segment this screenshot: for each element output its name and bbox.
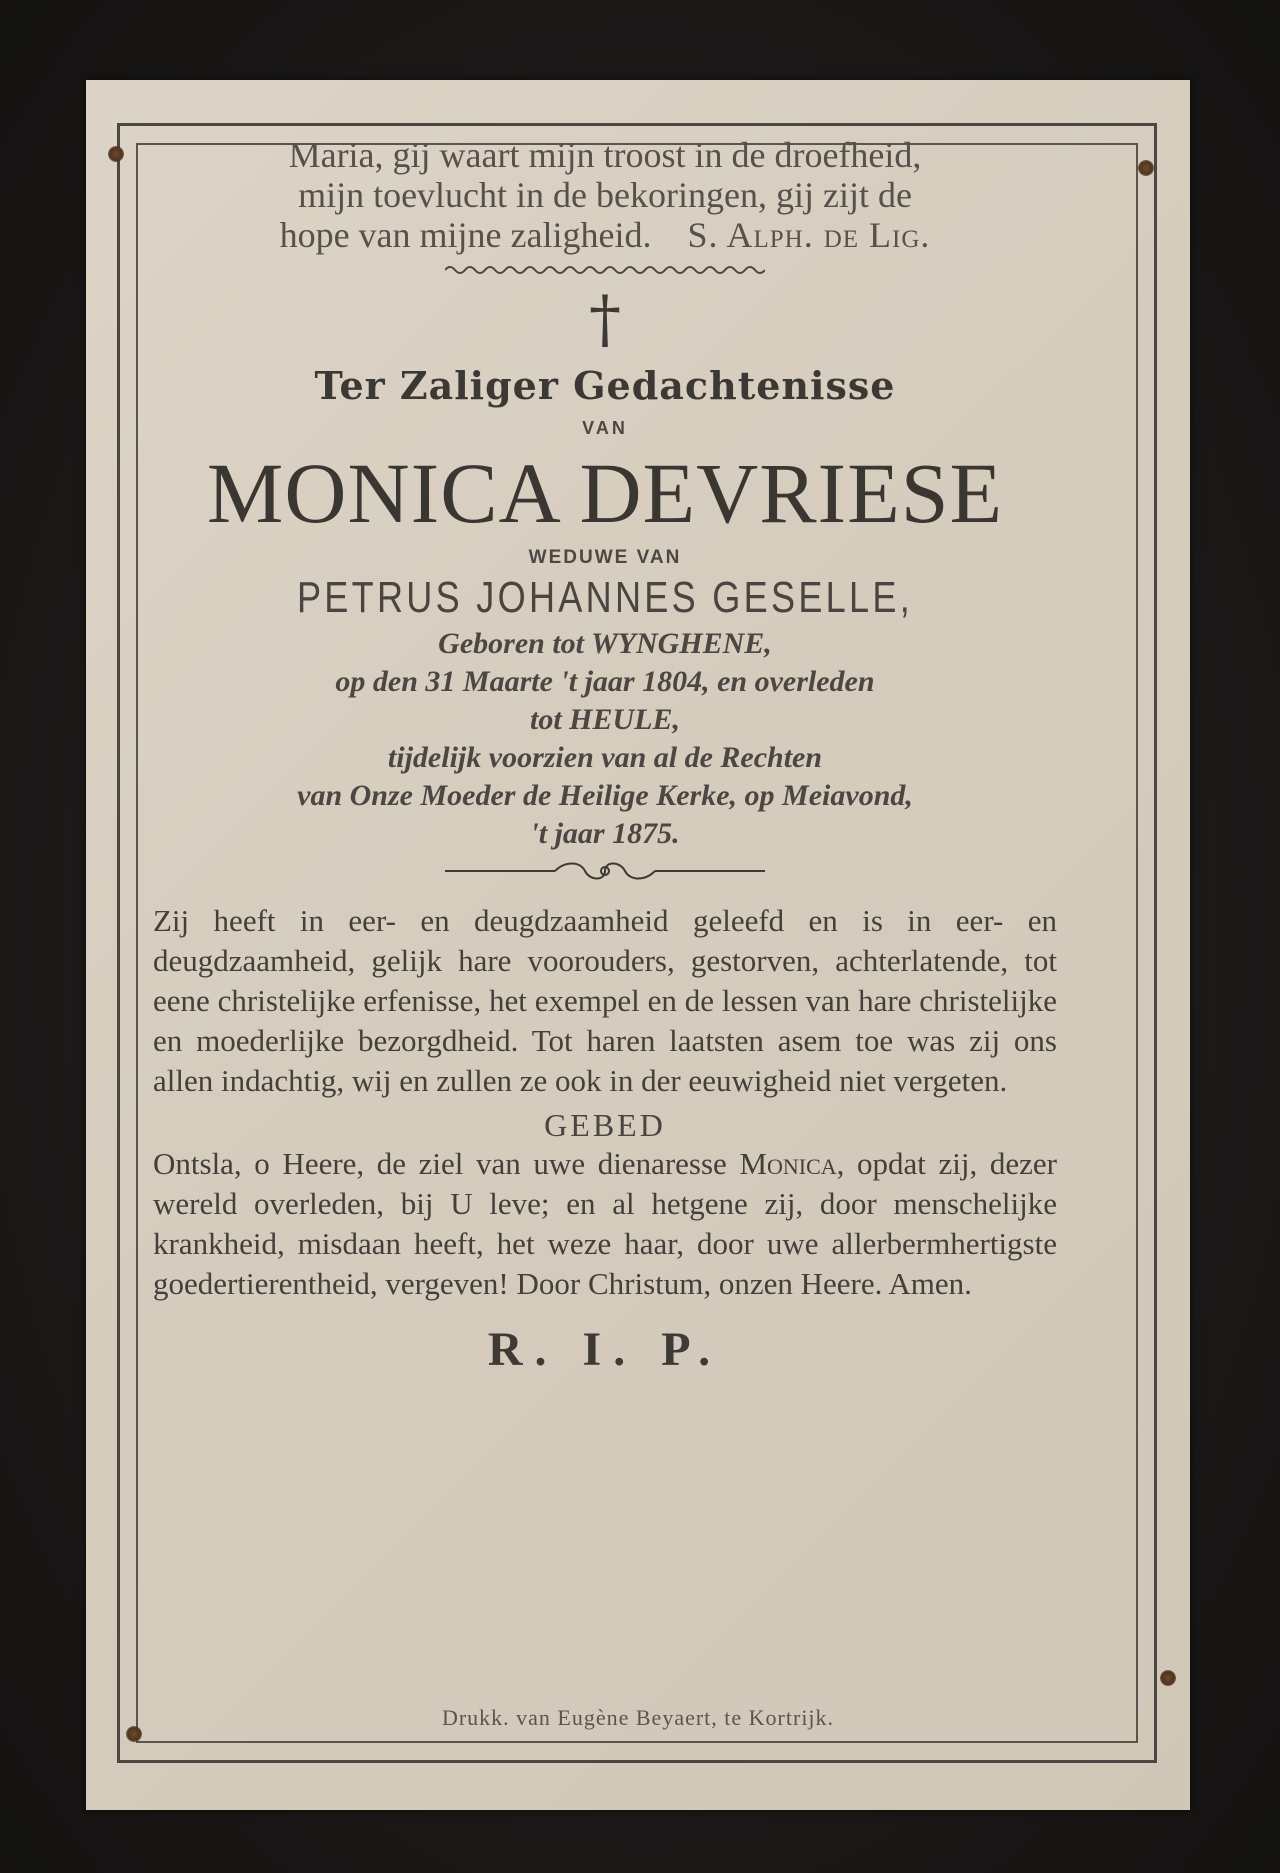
- card-content: [145, 135, 1065, 1377]
- wavy-rule-icon: [445, 263, 765, 277]
- ornamental-divider-icon: [445, 859, 765, 883]
- death-year-line: 't jaar 1875.: [530, 817, 680, 850]
- church-line: van Onze Moeder de Heilige Kerke, op Meiavond,: [297, 779, 913, 812]
- deceased-name: MONICA DEVRIESE: [206, 445, 1004, 541]
- pin-hole-top-left-icon: [108, 146, 124, 162]
- cross-icon: †: [589, 283, 621, 357]
- marian-quote: [145, 135, 1065, 255]
- husband-name: PETRUS JOHANNES GESELLE,: [296, 573, 914, 622]
- birth-date-line: op den 31 Maarte 't jaar 1804, en overleden: [335, 665, 875, 698]
- widow-label: WEDUWE VAN: [528, 547, 682, 568]
- quote-line-2: mijn toevlucht in de bekoringen, gij zijt de: [298, 175, 912, 215]
- sacraments-line: tijdelijk voorzien van al de Rechten: [387, 741, 823, 774]
- memorial-heading: Ter Zaliger Gedachtenisse: [314, 363, 896, 408]
- birth-death-block: [145, 625, 1065, 853]
- prayer-text: [145, 1144, 1065, 1304]
- eulogy-paragraph: Zij heeft in eer- en deugdzaamheid geleefd en is in eer- en deugdzaamheid, gelijk hare voorouders, gestorven, achterlatende, tot eene christelijke erfenisse, het exempel en de lessen van hare christelijke en moederlijke bezorgdheid. Tot haren laatsten asem toe was zij ons allen indachtig, wij en zullen ze ook in der eeuwigheid niet vergeten.: [153, 903, 1057, 1098]
- van-label: VAN: [582, 418, 628, 438]
- quote-line-1: Maria, gij waart mijn troost in de droefheid,: [288, 135, 922, 175]
- pin-hole-bottom-right-icon: [1160, 1670, 1176, 1686]
- death-place-line: tot HEULE,: [529, 703, 680, 736]
- prayer-heading: GEBED: [544, 1107, 666, 1143]
- pin-hole-top-right-icon: [1138, 160, 1154, 176]
- rip-initials: R. I. P.: [487, 1323, 723, 1376]
- printer-credit: Drukk. van Eugène Beyaert, te Kortrijk.: [441, 1705, 835, 1730]
- birth-line: Geboren tot WYNGHENE,: [438, 627, 772, 660]
- prayer-name: Monica: [739, 1146, 837, 1181]
- quote-line-3: [145, 215, 1065, 255]
- prayer-body: , opdat zij, dezer wereld overleden, bij U leve; en al hetgene zij, door menschelijke krankheid, misdaan heeft, het weze haar, door uwe allerbermhertigste goedertierentheid, vergeven! Door Christum, onzen Heere. Amen.: [153, 1146, 1058, 1301]
- quote-attribution: S. Alph. de Lig.: [687, 215, 931, 255]
- prayer-intro: Ontsla, o Heere, de ziel van uwe dienaresse: [153, 1146, 727, 1181]
- quote-line-3-text: hope van mijne zaligheid.: [279, 215, 652, 255]
